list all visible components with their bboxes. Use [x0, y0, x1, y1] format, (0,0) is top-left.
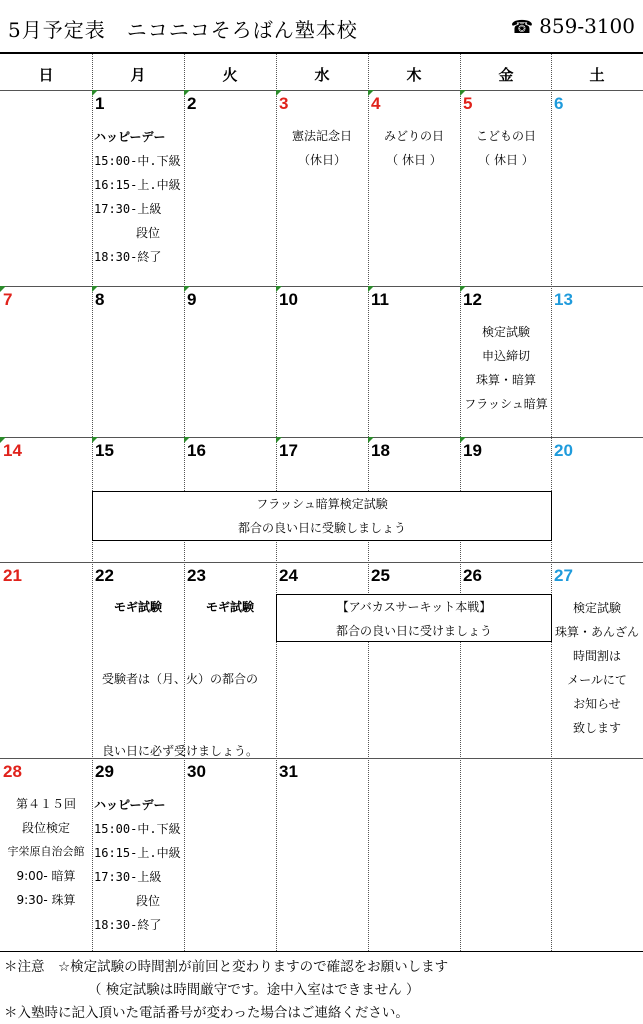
day-number: 21 — [3, 566, 22, 585]
day-number: 23 — [187, 566, 206, 585]
dow-sat: 土 — [589, 66, 605, 84]
note-line: 受験者は（月、火）の都合の — [102, 672, 259, 686]
day-cell — [460, 562, 552, 758]
schedule-line: 段位 — [136, 894, 161, 908]
day-cell — [368, 562, 460, 758]
day-number: 12 — [463, 290, 482, 309]
day-cell — [551, 437, 643, 562]
day-number: 13 — [554, 290, 573, 309]
holiday-note: （ 休日 ） — [478, 153, 534, 167]
holiday-name: みどりの日 — [383, 129, 444, 143]
day-number: 30 — [187, 762, 206, 781]
mock-exam-label: モギ試験 — [113, 600, 162, 614]
day-cell — [184, 90, 276, 286]
day-number: 27 — [554, 566, 573, 585]
day-number: 28 — [3, 762, 22, 781]
day-number: 29 — [95, 762, 114, 781]
day-cell — [551, 286, 643, 437]
holiday-name: こどもの日 — [475, 129, 536, 143]
holiday-name: 憲法記念日 — [291, 129, 352, 143]
event-line: フラッシュ暗算 — [464, 397, 548, 411]
day-cell — [276, 90, 368, 286]
day-cell — [368, 90, 460, 286]
day-number: 3 — [279, 94, 289, 113]
day-number: 25 — [371, 566, 390, 585]
day-cell — [0, 286, 92, 437]
dow-tue: 火 — [222, 66, 238, 84]
event-line: メールにて — [567, 673, 627, 687]
day-number: 15 — [95, 441, 114, 460]
schedule-line: 段位 — [136, 226, 161, 240]
note-line-3: ＊入塾時に記入頂いた電話番号が変わった場合はご連絡ください。 — [4, 1005, 409, 1021]
day-number: 24 — [279, 566, 298, 585]
schedule-line: 16:15-上.中級 — [94, 178, 181, 192]
day-number: 1 — [95, 94, 105, 113]
event-line: 9:30- 珠算 — [16, 893, 76, 907]
banner-note: 都合の良い日に受験しましょう — [237, 521, 406, 535]
day-cell — [92, 286, 184, 437]
day-cell — [551, 562, 643, 758]
day-cell — [276, 286, 368, 437]
note-line: 良い日に必ず受けましょう。 — [102, 744, 259, 758]
day-cell — [0, 437, 92, 562]
day-number: 16 — [187, 441, 206, 460]
banner-note: 都合の良い日に受けましょう — [335, 624, 492, 638]
schedule-line: 17:30-上級 — [94, 202, 162, 216]
schedule-line: 15:00-中.下級 — [94, 154, 181, 168]
dow-wed: 水 — [314, 66, 330, 84]
event-line: 9:00- 暗算 — [16, 869, 76, 883]
banner-title: 【アバカスサーキット本戦】 — [336, 600, 492, 614]
day-cell — [276, 562, 368, 758]
day-number: 18 — [371, 441, 390, 460]
day-number: 31 — [279, 762, 298, 781]
schedule-line: 18:30-終了 — [94, 918, 162, 932]
day-number: 6 — [554, 94, 564, 113]
mock-exam-label: モギ試験 — [205, 600, 254, 614]
flash-exam-banner — [92, 491, 552, 541]
day-cell — [276, 758, 368, 951]
phone-text: 859-3100 — [539, 14, 635, 38]
phone-icon: ☎ — [510, 17, 534, 38]
event-title: ハッピーデー — [94, 130, 166, 144]
schedule-line: 16:15-上.中級 — [94, 846, 181, 860]
day-number: 20 — [554, 441, 573, 460]
phone-number — [511, 14, 635, 38]
day-number: 14 — [3, 441, 22, 460]
day-cell — [460, 286, 552, 437]
day-cell — [92, 758, 184, 951]
dow-sun: 日 — [38, 66, 54, 84]
event-line: 時間割は — [572, 649, 621, 663]
banner-title: フラッシュ暗算検定試験 — [256, 497, 388, 511]
event-line: 申込締切 — [481, 349, 530, 363]
event-line: 検定試験 — [481, 325, 530, 339]
event-line: 珠算・あんざん — [554, 625, 639, 639]
day-number: 2 — [187, 94, 197, 113]
day-cell — [184, 758, 276, 951]
day-cell — [368, 286, 460, 437]
day-cell — [0, 562, 92, 758]
calendar-grid — [0, 52, 643, 952]
note-line-2: （ 検定試験は時間厳守です。途中入室はできません ） — [88, 982, 420, 998]
day-number: 10 — [279, 290, 298, 309]
day-number: 11 — [371, 290, 389, 309]
schedule-line: 17:30-上級 — [94, 870, 162, 884]
event-line: 珠算・暗算 — [475, 373, 536, 387]
day-cell — [0, 758, 92, 951]
schedule-line: 18:30-終了 — [94, 250, 162, 264]
day-number: 7 — [3, 290, 13, 309]
event-title: ハッピーデー — [94, 798, 166, 812]
day-number: 26 — [463, 566, 482, 585]
day-cell — [551, 90, 643, 286]
note-line-1: ＊注意 ☆検定試験の時間割が前回と変わりますので確認をお願いします — [4, 959, 449, 975]
holiday-note: （休日） — [297, 153, 346, 167]
day-cell — [460, 90, 552, 286]
dow-mon: 月 — [130, 66, 146, 84]
abacus-circuit-banner — [276, 594, 552, 642]
page-title: 5月予定表 ニコニコそろばん塾本校 — [8, 18, 358, 42]
schedule-line: 15:00-中.下級 — [94, 822, 181, 836]
day-number: 8 — [95, 290, 105, 309]
day-cell — [92, 90, 184, 286]
dow-thu: 木 — [406, 66, 422, 84]
day-number: 22 — [95, 566, 114, 585]
day-number: 19 — [463, 441, 482, 460]
holiday-note: （ 休日 ） — [386, 153, 442, 167]
event-line: 宇栄原自治会館 — [7, 845, 85, 858]
event-line: お知らせ — [573, 697, 621, 711]
day-cell — [184, 286, 276, 437]
event-line: 致します — [572, 721, 621, 735]
day-number: 17 — [279, 441, 298, 460]
event-line: 第４１５回 — [15, 797, 76, 811]
day-number: 5 — [463, 94, 473, 113]
dow-fri: 金 — [498, 66, 514, 84]
day-number: 9 — [187, 290, 197, 309]
event-line: 段位検定 — [21, 821, 70, 835]
event-line: 検定試験 — [572, 601, 621, 615]
day-number: 4 — [371, 94, 381, 113]
